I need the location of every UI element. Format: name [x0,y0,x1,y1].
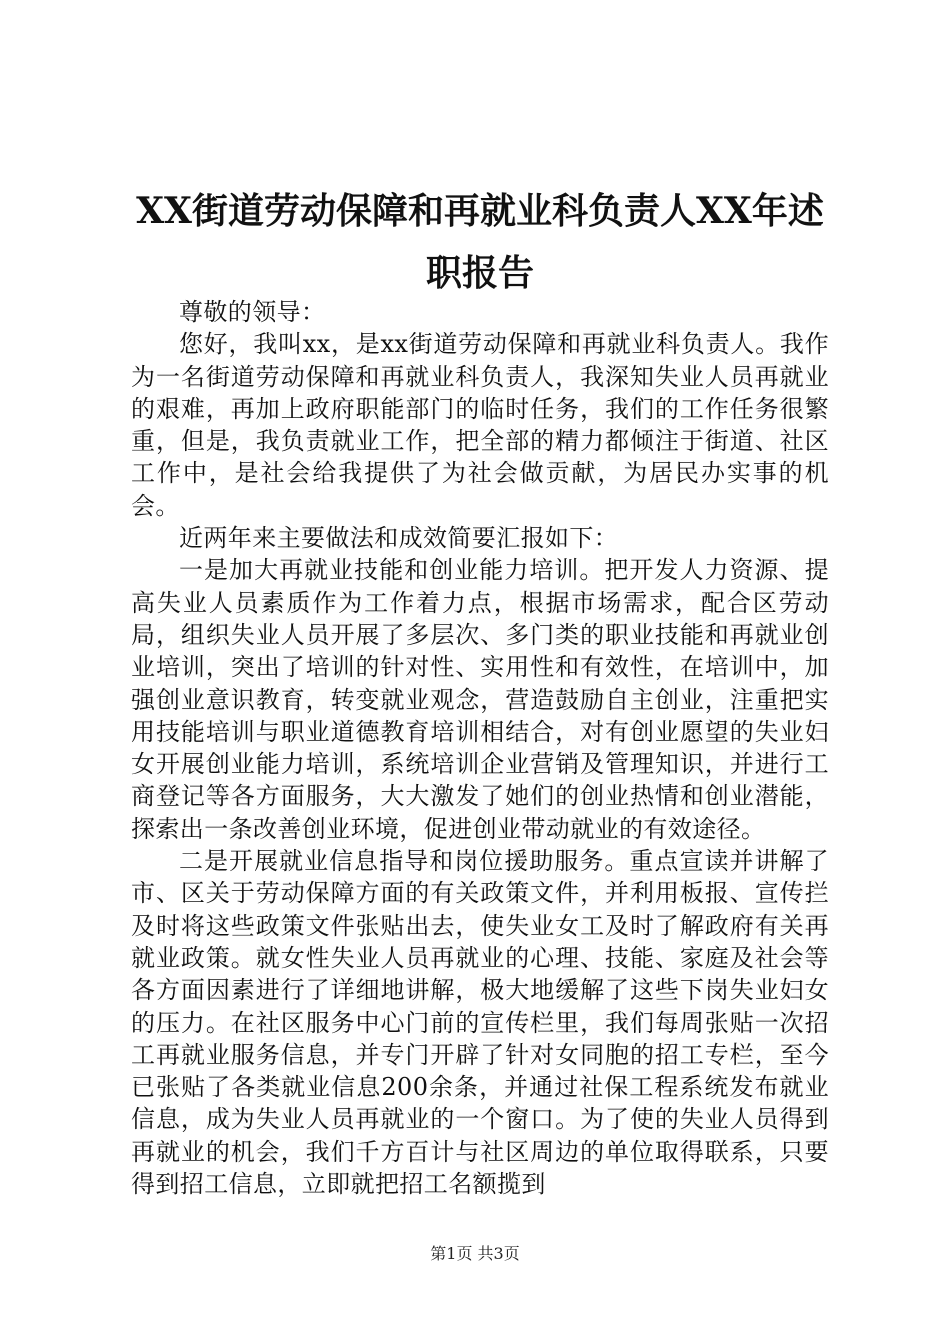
training-paragraph: 一是加大再就业技能和创业能力培训。把开发人力资源、提高失业人员素质作为工作着力点，根据市场需求，配合区劳动局，组织失业人员开展了多层次、多门类的职业技能和再就业创业培训，突出了培训的针对性、实用性和有效性，在培训中，加强创业意识教育，转变就业观念，营造鼓励自主创业，注重把实用技能培训与职业道德教育培训相结合，对有创业愿望的失业妇女开展创业能力培训，系统培训企业营销及管理知识，并进行工商登记等各方面服务，大大激发了她们的创业热情和创业潜能，探索出一条改善创业环境，促进创业带动就业的有效途径。 [131,556,829,843]
document-title: XX街道劳动保障和再就业科负责人XX年述职报告 [136,190,824,294]
summary-lead-paragraph: 近两年来主要做法和成效简要汇报如下： [179,524,619,553]
page-footer: 第1页 共3页 [430,1244,520,1263]
employment-info-paragraph: 二是开展就业信息指导和岗位援助服务。重点宣读并讲解了市、区关于劳动保障方面的有关政策文件，并利用板报、宣传拦及时将这些政策文件张贴出去，使失业女工及时了解政府有关再就业政策。就女性失业人员再就业的心理、技能、家庭及社会等各方面因素进行了详细地讲解，极大地缓解了这些下岗失业妇女的压力。在社区服务中心门前的宣传栏里，我们每周张贴一次招工再就业服务信息，并专门开辟了针对女同胞的招工专栏，至今已张贴了各类就业信息200余条，并通过社保工程系统发布就业信息，成为失业人员再就业的一个窗口。为了使的失业人员得到再就业的机会，我们千方百计与社区周边的单位取得联系，只要得到招工信息，立即就把招工名额揽到 [131,847,829,1199]
intro-paragraph: 您好，我叫xx，是xx街道劳动保障和再就业科负责人。我作为一名街道劳动保障和再就业科负责人，我深知失业人员再就业的艰难，再加上政府职能部门的临时任务，我们的工作任务很繁重，但是，我负责就业工作，把全部的精力都倾注于街道、社区工作中，是社会给我提供了为社会做贡献，为居民办实事的机会。 [131,330,829,520]
document-body [131,296,829,1200]
salutation-paragraph: 尊敬的领导： [179,298,326,326]
